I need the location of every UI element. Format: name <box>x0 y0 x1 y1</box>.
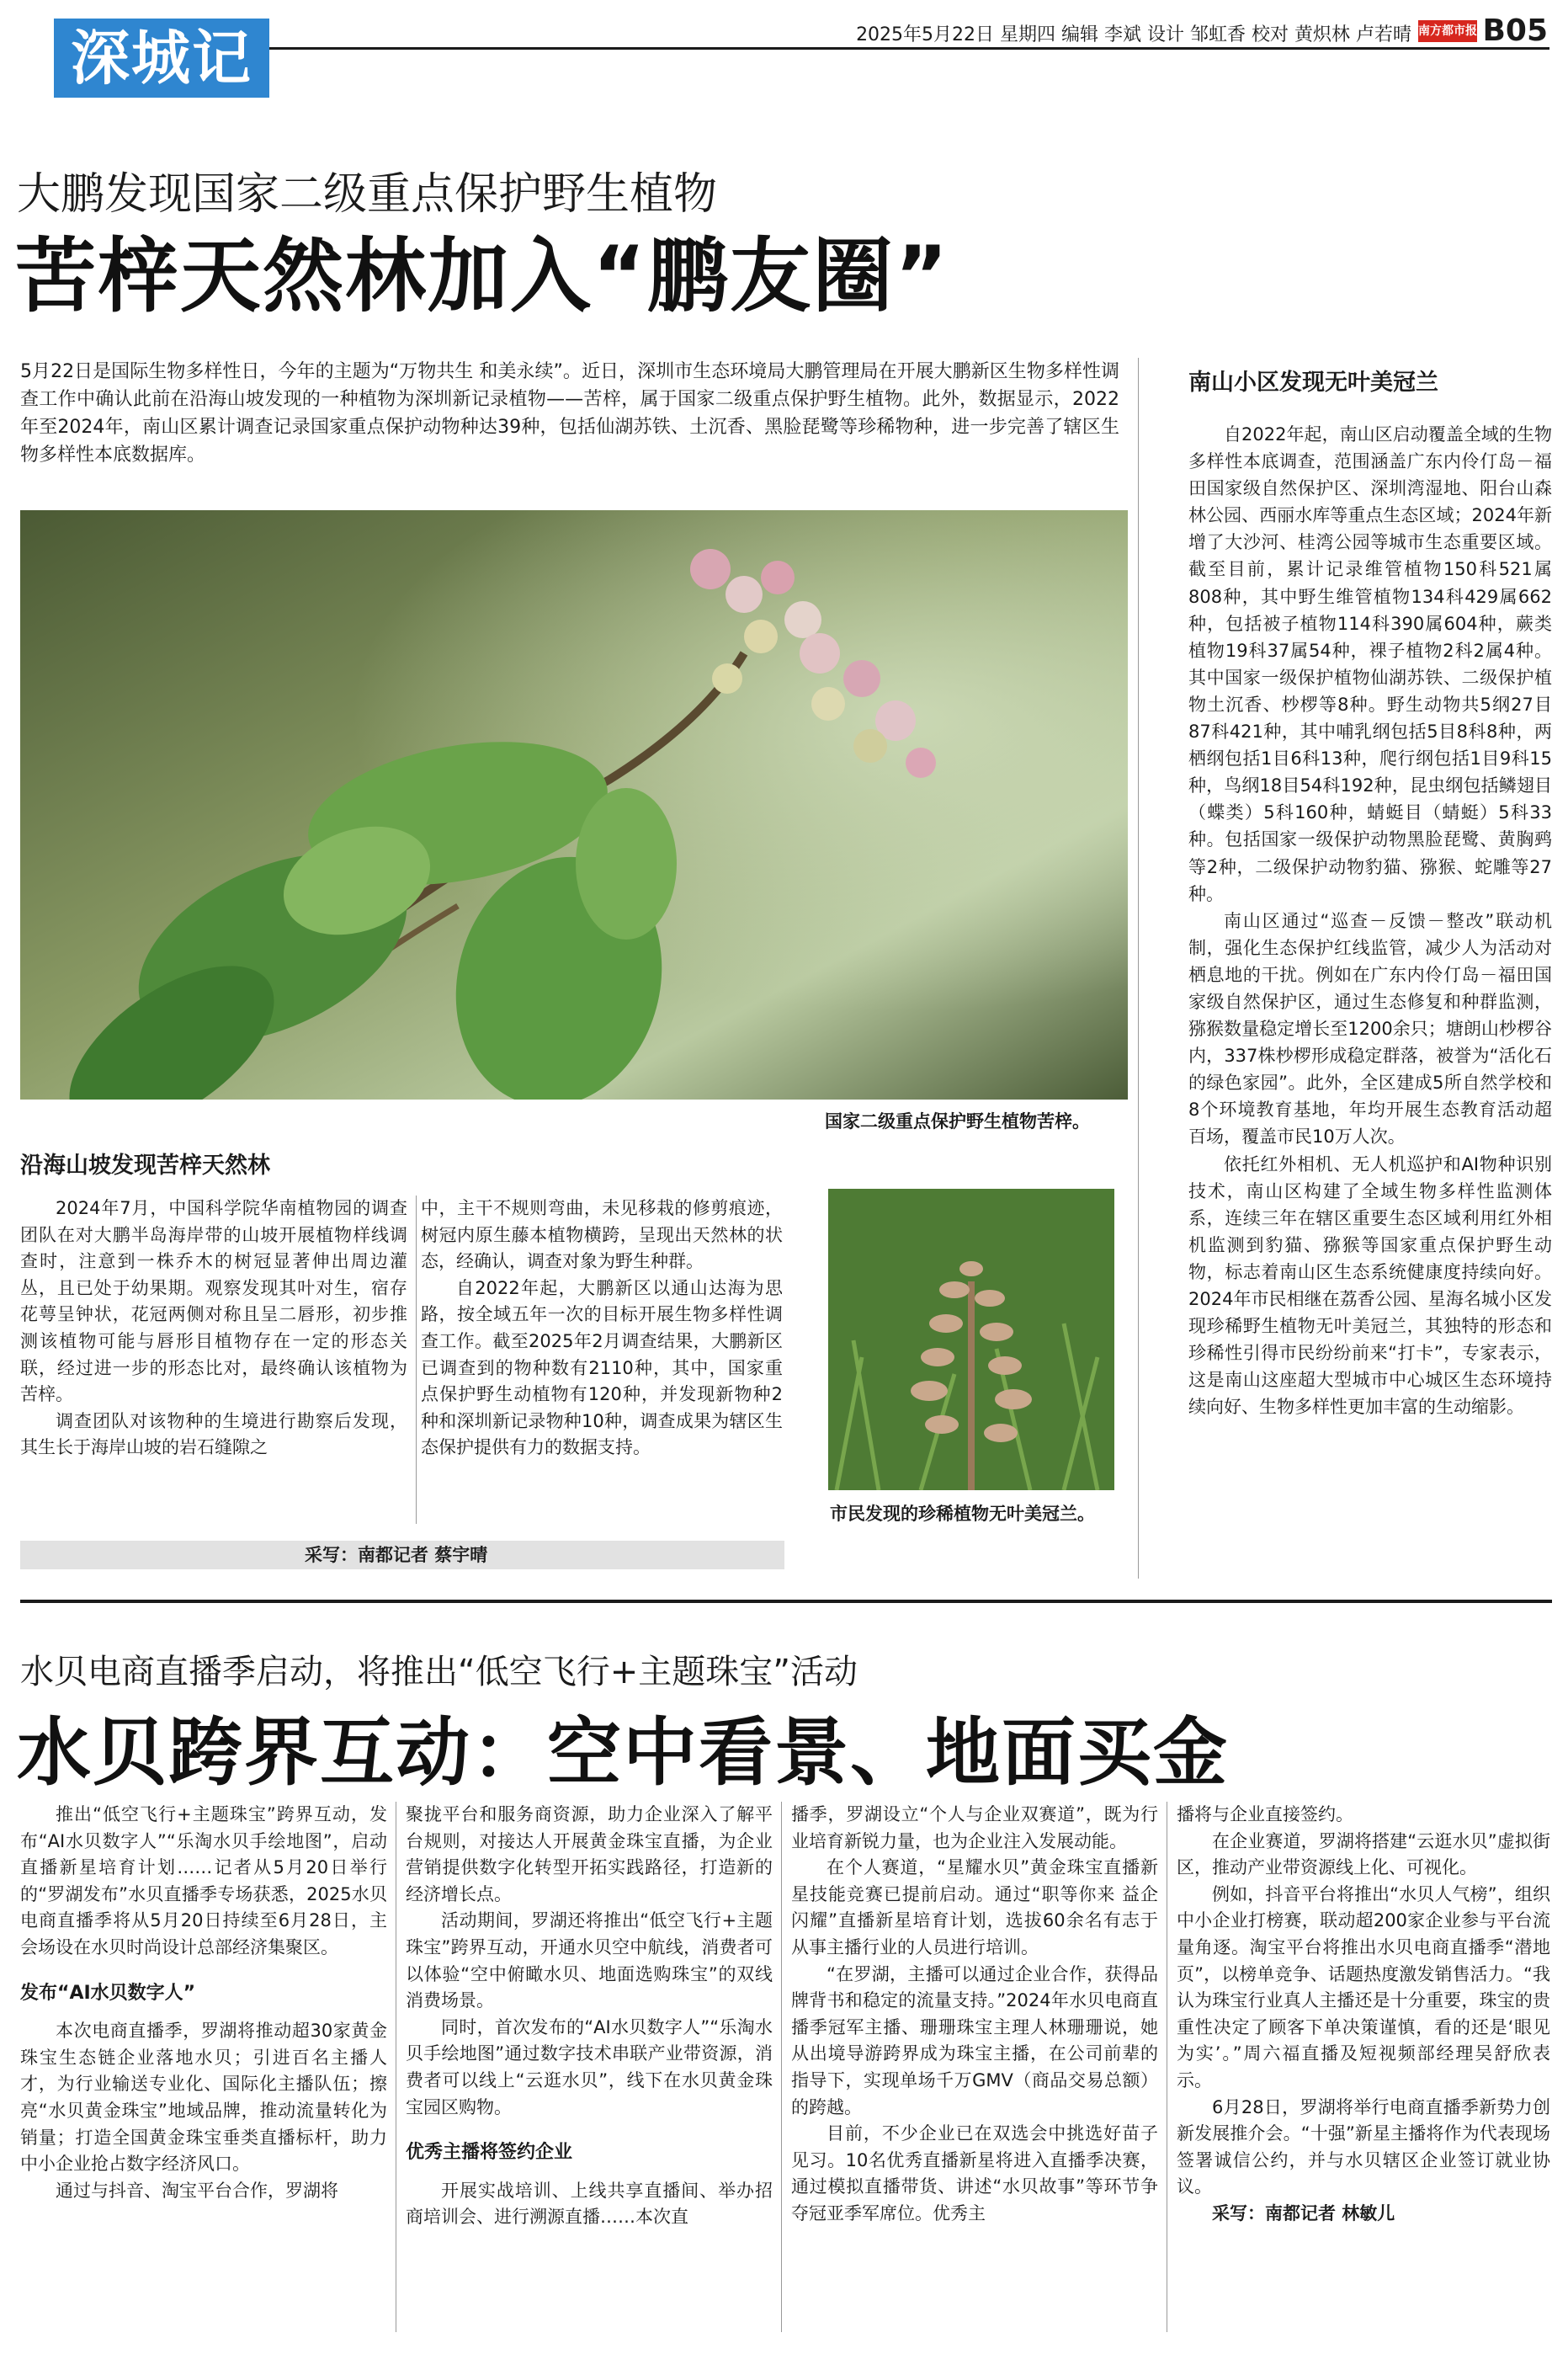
column-divider <box>781 1802 782 2332</box>
orchid-photo <box>828 1189 1114 1490</box>
paragraph: 同时，首次发布的“AI水贝数字人”“乐淘水贝手绘地图”通过数字技术串联产业带资源，消费者可以线上“云逛水贝”，线下在水贝黄金珠宝园区购物。 <box>406 2016 773 2117</box>
section-masthead <box>54 19 269 98</box>
story2-column3 <box>791 1802 1158 2228</box>
paragraph: 播季，罗湖设立“个人与企业双赛道”，既为行业培育新锐力量，也为企业注入发展动能。 <box>791 1804 1158 1851</box>
paragraph: 6月28日，罗湖将举行电商直播季新势力创新发展推介会。“十强”新星主播将作为代表现场签署诚信公约，并与水贝辖区企业签订就业协议。 <box>1177 2096 1550 2197</box>
paragraph: 推出“低空飞行+主题珠宝”跨界互动，发布“AI水贝数字人”“乐淘水贝手绘地图”，启动直播新星培育计划……记者从5月20日举行的“罗湖发布”水贝直播季专场获悉，2025水贝电商直播季将从5月20日持续至6月28日，主会场设在水贝时尚设计总部经济集聚区。 <box>20 1804 387 1957</box>
paragraph: 播将与企业直接签约。 <box>1177 1804 1353 1824</box>
story2-subhead1: 发布“AI水贝数字人” <box>20 1982 196 2004</box>
story1-subhead: 沿海山坡发现苦梓天然林 <box>20 1153 270 1179</box>
photo1-caption: 国家二级重点保护野生植物苦梓。 <box>825 1111 1090 1132</box>
paragraph: 活动期间，罗湖还将推出“低空飞行+主题珠宝”跨界互动，开通水贝空中航线，消费者可以体验“空中俯瞰水贝、地面选购珠宝”的双线消费场景。 <box>406 1910 773 2011</box>
paragraph: 目前，不少企业已在双选会中挑选好苗子见习。10名优秀直播新星将进入直播季决赛，通过模拟直播带货、讲述“水贝故事”等环节争夺冠亚季军席位。优秀主 <box>791 2123 1158 2224</box>
paragraph: 开展实战培训、上线共享直播间、举办招商培训会、进行溯源直播……本次直 <box>406 2180 773 2228</box>
paragraph: “在罗湖，主播可以通过企业合作，获得品牌背书和稳定的流量支持。”2024年水贝电商直播季冠军主播、珊珊珠宝主理人林珊珊说，她从出境导游跨界成为珠宝主播，在公司前辈的指导下，实现单场千万GMV（商品交易总额）的跨越。 <box>791 1963 1158 2117</box>
newspaper-logo: 南方都市报 <box>1418 20 1477 42</box>
story2-headline: 水贝跨界互动：空中看景、地面买金 <box>17 1709 1230 1796</box>
side-column <box>1188 421 1552 1420</box>
paragraph: 例如，抖音平台将推出“水贝人气榜”，组织中小企业打榜赛，联动超200家企业参与平台流量角逐。淘宝平台将推出水贝电商直播季“潜地页”，以榜单竞争、话题热度激发销售活力。“我认为珠宝行业真人主播还是十分重要，珠宝的贵重性决定了顾客下单决策谨慎，看的还是‘眼见为实’。”周六福直播及短视频部经理吴舒欣表示。 <box>1177 1883 1550 2090</box>
paragraph: 本次电商直播季，罗湖将推动超30家黄金珠宝生态链企业落地水贝；引进百名主播人才，为行业输送专业化、国际化主播队伍；擦亮“水贝黄金珠宝”地域品牌，推动流量转化为销量；打造全国黄金珠宝垂类直播标杆，助力中小企业抢占数字经济风口。 <box>20 2021 387 2175</box>
story2-kicker: 水贝电商直播季启动，将推出“低空飞行+主题珠宝”活动 <box>20 1653 858 1691</box>
photo2-caption: 市民发现的珍稀植物无叶美冠兰。 <box>830 1504 1095 1524</box>
paragraph: 南山区通过“巡查－反馈－整改”联动机制，强化生态保护红线监管，减少人为活动对栖息地的干扰。例如在广东内伶仃岛－福田国家级自然保护区，通过生态修复和种群监测，猕猴数量稳定增长至1200余只；塘朗山杪椤谷内，337株杪椤形成稳定群落，被誉为“活化石的绿色家园”。此外，全区建成5所自然学校和8个环境教育基地，年均开展生态教育活动超百场，覆盖市民10万人次。 <box>1188 910 1552 1148</box>
column-divider <box>416 1196 417 1524</box>
paragraph: 依托红外相机、无人机巡护和AI物种识别技术，南山区构建了全域生物多样性监测体系，连续三年在辖区重要生态区域利用红外相机监测到豹猫、猕猴等国家重点保护野生动物，标志着南山区生态系统健康度持续向好。2024年市民相继在荔香公园、星海名城小区发现珍稀野生植物无叶美冠兰，其独特的形态和珍稀性引得市民纷纷前来“打卡”，专家表示，这是南山这座超大型城市中心城区生态环境持续向好、生物多样性更加丰富的生动缩影。 <box>1188 1153 1552 1418</box>
story-separator <box>20 1600 1552 1603</box>
paragraph: 在个人赛道，“星耀水贝”黄金珠宝直播新星技能竞赛已提前启动。通过“职等你来 益企闪耀”直播新星培育计划，选拔60余名有志于从事主播行业的人员进行培训。 <box>791 1857 1158 1957</box>
paragraph: 自2022年起，南山区启动覆盖全域的生物多样性本底调查，范围涵盖广东内伶仃岛－福田国家级自然保护区、深圳湾湿地、阳台山森林公园、西丽水库等重点生态区域；2024年新增了大沙河、桂湾公园等城市生态重要区域。截至目前，累计记录维管植物150科521属808种，其中野生维管植物134科429属662种，包括被子植物114科390属604种，蕨类植物19科37属54种，裸子植物2科2属4种。其中国家一级保护植物仙湖苏铁、二级保护植物土沉香、杪椤等8种。野生动物共5纲27目87科421种，其中哺乳纲包括5目8科8种，两栖纲包括1目6科13种，爬行纲包括1目9科15种，鸟纲18目54科192种，昆虫纲包括鳞翅目（蝶类）5科160种，蜻蜓目（蜻蜓）5科33种。包括国家一级保护动物黑脸琵鹭、黄胸鹀等2种，二级保护动物豹猫、猕猴、蛇雕等27种。 <box>1188 424 1552 904</box>
paragraph: 通过与抖音、淘宝平台合作，罗湖将 <box>56 2180 338 2201</box>
story2-column4 <box>1177 1802 1550 2228</box>
story2-byline: 采写：南都记者 林敏儿 <box>1212 2202 1395 2224</box>
masthead-rule <box>269 47 1549 50</box>
story1-lead: 5月22日是国际生物多样性日，今年的主题为“万物共生 和美永续”。近日，深圳市生态环境局大鹏管理局在开展大鹏新区生物多样性调查工作中确认此前在沿海山坡发现的一种植物为深圳新记录植物——苦梓，属于国家二级重点保护野生植物。此外，数据显示，2022年至2024年，南山区累计调查记录国家重点保护动物种达39种，包括仙湖苏铁、土沉香、黑脸琵鹭等珍稀物种，进一步完善了辖区生物多样性本底数据库。 <box>20 361 1119 466</box>
page-number: B05 <box>1482 13 1548 48</box>
kuzi-plant-photo <box>20 510 1128 1100</box>
story1-column2 <box>421 1196 783 1462</box>
story2-subhead2: 优秀主播将签约企业 <box>406 2142 573 2164</box>
byline-text: 采写：南都记者 蔡宇晴 <box>305 1545 488 1565</box>
issue-info: 2025年5月22日 星期四 编辑 李斌 设计 邹虹香 校对 黄炽林 卢若晴 <box>856 24 1411 45</box>
story1-byline <box>20 1541 784 1569</box>
paragraph: 中，主干不规则弯曲，未见移栽的修剪痕迹，树冠内原生藤本植物横跨，呈现出天然林的状态，经确认，调查对象为野生种群。 <box>421 1198 783 1272</box>
story2-column2 <box>406 1802 773 2231</box>
paragraph: 2024年7月，中国科学院华南植物园的调查团队在对大鹏半岛海岸带的山坡开展植物样线调查时，注意到一株乔木的树冠显著伸出周边灌丛，且已处于幼果期。观察发现其叶对生，宿存花萼呈钟状，花冠两侧对称且呈二唇形，初步推测该植物可能与唇形目植物存在一定的形态关联，经过进一步的形态比对，最终确认该植物为苦梓。 <box>20 1198 407 1405</box>
paragraph: 在企业赛道，罗湖将搭建“云逛水贝”虚拟街区，推动产业带资源线上化、可视化。 <box>1177 1830 1550 1878</box>
paragraph: 聚拢平台和服务商资源，助力企业深入了解平台规则，对接达人开展黄金珠宝直播，为企业营销提供数字化转型开拓实践路径，打造新的经济增长点。 <box>406 1804 773 1904</box>
story1-kicker: 大鹏发现国家二级重点保护野生植物 <box>17 169 718 220</box>
story1-column1 <box>20 1196 407 1462</box>
paragraph: 调查团队对该物种的生境进行勘察后发现，其生长于海岸山坡的岩石缝隙之 <box>20 1410 407 1458</box>
side-column-divider <box>1138 358 1139 1579</box>
story1-headline: 苦梓天然林加入“鹏友圈” <box>15 229 950 323</box>
side-subhead: 南山小区发现无叶美冠兰 <box>1188 370 1438 396</box>
section-title: 深城记 <box>71 24 252 93</box>
paragraph: 自2022年起，大鹏新区以通山达海为思路，按全域五年一次的目标开展生物多样性调查工作。截至2025年2月调查结果，大鹏新区已调查到的物种数有2110种，其中，国家重点保护野生动植物有120种，并发现新物种2种和深圳新记录物种10种，调查成果为辖区生态保护提供有力的数据支持。 <box>421 1277 783 1458</box>
story2-column1 <box>20 1802 387 2204</box>
